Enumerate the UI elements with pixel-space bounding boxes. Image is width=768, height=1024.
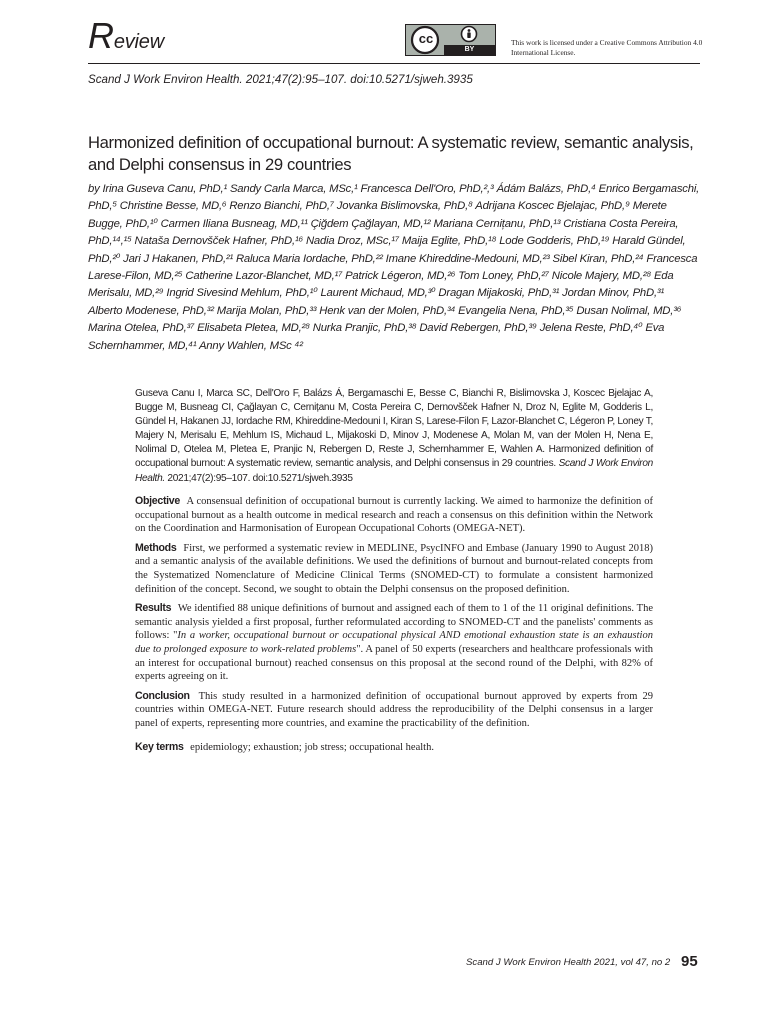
page-number: 95 <box>681 953 698 970</box>
author-list: by Irina Guseva Canu, PhD,¹ Sandy Carla Marca, MSc,¹ Francesca Dell'Oro, PhD,²,³ Ádám Balázs, PhD,⁴ Enrico Bergamaschi, PhD,⁵ Christine Besse, MD,⁶ Renzo Bianchi, PhD,⁷ Jovanka Bislimovska, PhD,⁸ Adrijana Koscec Bjelajac, PhD,⁹ Merete Bugge, PhD,¹⁰ Carmen Iliana Busneag, MD,¹¹ Çiğdem Çağlayan, MD,¹² Mariana Cernițanu, PhD,¹³ Cristiana Costa Pereira, PhD,¹⁴,¹⁵ Nataša Dernovšček Hafner, PhD,¹⁶ Nadia Droz, MSc,¹⁷ Maija Eglite, PhD,¹⁸ Lode Godderis, PhD,¹⁹ Harald Gündel, PhD,²⁰ Jari J Hakanen, PhD,²¹ Raluca Maria Iordache, PhD,²² Imane Khireddine-Medouni, MD,²³ Sibel Kiran, PhD,²⁴ Francesca Larese-Filon, MD,²⁵ Catherine Lazor-Blanchet, MD,¹⁷ Patrick Légeron, MD,²⁶ Tom Loney, PhD,²⁷ Nicole Majery, MD,²⁸ Eda Merisalu, MD,²⁹ Ingrid Sivesind Mehlum, PhD,¹⁰ Laurent Michaud, MD,³⁰ Dragan Mijakoski, PhD,³¹ Jordan Minov, PhD,³¹ Alberto Modenese, PhD,³² Marija Molan, PhD,³³ Henk van der Molen, PhD,³⁴ Evangelia Nena, PhD,³⁵ Dusan Nolimal, MD,³⁶ Marina Otelea, PhD,³⁷ Elisabeta Pletea, MD,²⁸ Nurka Pranjic, PhD,³⁸ David Rebergen, PhD,³⁹ Jelena Reste, PhD,⁴⁰ Eva Schernhammer, MD,⁴¹ Anny Wahlen, MSc ⁴² <box>88 183 700 352</box>
license-text: This work is licensed under a Creative Commons Attribution 4.0 International License. <box>511 38 703 57</box>
article-header <box>88 14 703 64</box>
article-title: Harmonized definition of occupational burnout: A systematic review, semantic analysis, and Delphi consensus in 29 countries <box>88 133 694 174</box>
section-label-initial: R <box>88 15 114 56</box>
key-terms-heading: Key terms <box>135 740 184 753</box>
results-heading: Results <box>135 601 172 614</box>
methods-heading: Methods <box>135 541 177 554</box>
methods-text: First, we performed a systematic review in MEDLINE, PsycINFO and Embase (January 1990 to August 2018) and a semantic analysis of the available definitions. We used the definitions of burnout and burnout-related concepts from the Systematized Nomenclature of Medicine Clinical Terms (SNOMED-CT) to formulate a consistent harmonized definition of the concept. Second, we sought to obtain the Delphi consensus on the proposed definition. <box>135 542 654 595</box>
abstract-objective <box>135 495 653 536</box>
citation-journal: Scand J Work Environ Health. <box>135 458 653 484</box>
abstract-key-terms <box>135 741 653 755</box>
citation-text: Guseva Canu I, Marca SC, Dell'Oro F, Balázs Á, Bergamaschi E, Besse C, Bianchi R, Bislimovska J, Koscec Bjelajac A, Bugge M, Busneag CI, Çağlayan C, Cernițanu M, Costa Pereira C, Dernovšček Hafner N, Droz N, Eglite M, Godderis L, Gündel H, Hakanen JJ, Iordache RM, Khireddine-Medouni I, Kiran S, Larese-Filon F, Lazor-Blanchet C, Légeron P, Loney T, Majery N, Merisalu E, Mehlum IS, Michaud L, Mijakoski D, Minov J, Modenese A, Molan M, van der Molen H, Nena E, Nolimal D, Otelea M, Pletea E, Pranjic N, Rebergen D, Reste J, Schernhammer E, Wahlen A. Harmonized definition of occupational burnout: A systematic review, semantic analysis, and Delphi consensus in 29 countries. <box>135 388 653 470</box>
key-terms-text: epidemiology; exhaustion; job stress; occupational health. <box>190 741 434 753</box>
results-definition-quote: In a worker, occupational burnout or occupational physical AND emotional exhaustion state is an exhaustion due to prolonged exposure to work-related problems <box>135 630 653 656</box>
abstract-methods <box>135 542 653 597</box>
cc-symbol-text: cc <box>418 31 434 46</box>
header-divider <box>88 63 700 64</box>
conclusion-heading: Conclusion <box>135 689 190 702</box>
abstract-results <box>135 602 653 684</box>
section-label-review <box>88 15 164 56</box>
cc-by-license-badge[interactable] <box>405 24 496 56</box>
person-body-icon <box>467 32 470 38</box>
recommended-citation <box>135 387 653 486</box>
objective-heading: Objective <box>135 495 180 507</box>
abstract <box>135 495 653 760</box>
footer-journal-info: Scand J Work Environ Health 2021, vol 47, no 2 <box>466 957 671 968</box>
results-text-before: We identified 88 unique definitions of burnout and assigned each of them to 1 of the 11 original definitions. The semantic analysis yielded a first proposal, further reformulated according to SNOMED-CT and the panelists' comments as follows: " <box>135 602 654 642</box>
results-text-after: ". A panel of 50 experts (researchers and healthcare professionals with an interest for occupational burnout) reached consensus on this proposal at the second round of the Delphi, with 82% of experts agreeing on it. <box>135 644 653 683</box>
conclusion-text: This study resulted in a harmonized definition of occupational burnout approved by experts from 29 countries within OMEGA-NET. Future research should address the reproducibility of the Delphi consensus in a larger panel of experts, representing more countries, and examine the practicability of the definition. <box>135 690 654 730</box>
citation-suffix: 2021;47(2):95–107. doi:10.5271/sjweh.3935 <box>167 472 353 484</box>
section-label-rest: eview <box>113 31 164 53</box>
objective-text: A consensual definition of occupational burnout is currently lacking. We aimed to harmonize the definition of occupational burnout as a health outcome in medical research and reach a consensus on this definition within the Network on the Coordination and Harmonisation of European Occupational Cohorts (OMEGA-NET). <box>135 496 654 535</box>
by-label-text: BY <box>464 46 475 53</box>
person-head-icon <box>468 29 471 32</box>
abstract-conclusion <box>135 690 653 731</box>
journal-citation-header: Scand J Work Environ Health. 2021;47(2):95–107. doi:10.5271/sjweh.3935 <box>88 73 473 86</box>
